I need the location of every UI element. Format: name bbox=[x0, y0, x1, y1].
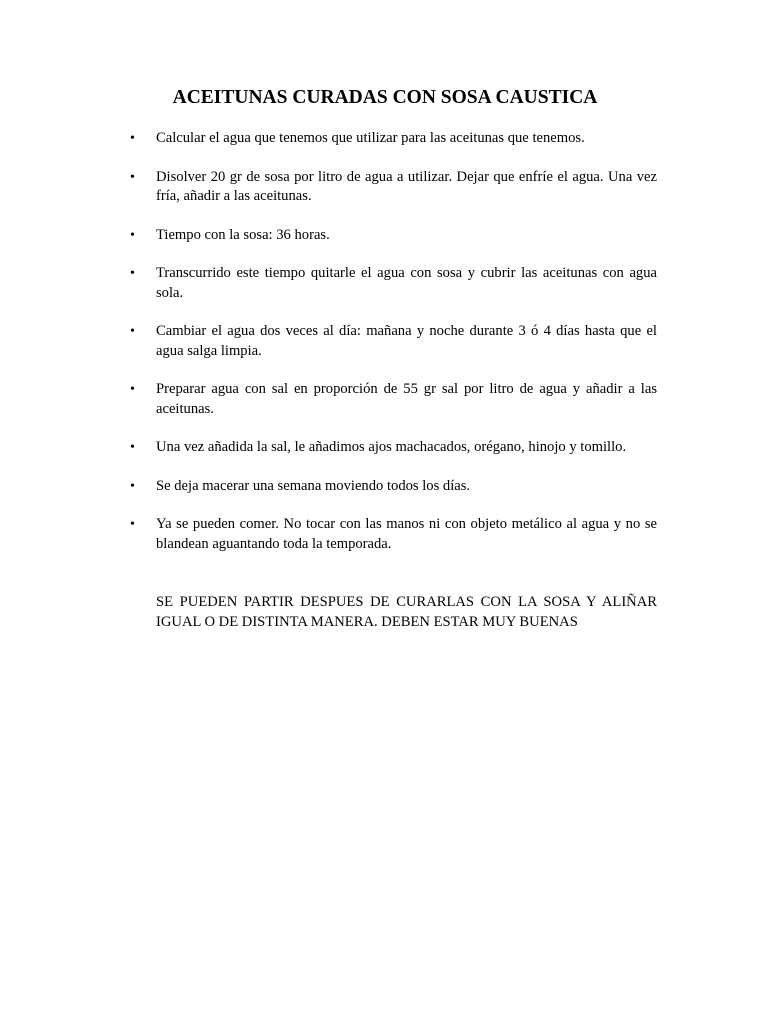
list-item bbox=[0, 322, 768, 361]
step-text: Se deja macerar una semana moviendo todos los días. bbox=[156, 477, 471, 494]
step-text: Preparar agua con sal en proporción de 55 gr sal por litro de agua y añadir a las aceitunas. bbox=[156, 381, 657, 417]
list-item bbox=[0, 129, 768, 149]
bullet-icon: • bbox=[130, 131, 135, 146]
bullet-icon: • bbox=[130, 478, 135, 494]
list-item bbox=[0, 477, 768, 497]
step-text: Una vez añadida la sal, le añadimos ajos machacados, orégano, hinojo y tomillo. bbox=[156, 439, 627, 455]
bullet-icon: • bbox=[130, 324, 135, 339]
step-text: Ya se pueden comer. No tocar con las manos ni con objeto metálico al agua y no se blandean aguantando toda la temporada. bbox=[156, 516, 657, 552]
bullet-icon: • bbox=[130, 382, 135, 397]
step-text: Calcular el agua que tenemos que utilizar para las aceitunas que tenemos. bbox=[156, 130, 585, 146]
step-text: Tiempo con la sosa: 36 horas. bbox=[156, 226, 330, 243]
steps-list bbox=[0, 129, 768, 573]
list-item bbox=[0, 380, 768, 419]
list-item bbox=[0, 438, 768, 458]
bullet-icon: • bbox=[130, 227, 135, 243]
list-item bbox=[0, 168, 768, 207]
list-item bbox=[0, 264, 768, 303]
document-title: ACEITUNAS CURADAS CON SOSA CAUSTICA bbox=[172, 87, 598, 108]
bullet-icon: • bbox=[130, 517, 135, 532]
list-item bbox=[0, 515, 768, 554]
bullet-icon: • bbox=[130, 266, 135, 281]
bullet-icon: • bbox=[130, 440, 135, 455]
closing-note: SE PUEDEN PARTIR DESPUES DE CURARLAS CON LA SOSA Y ALIÑAR IGUAL O DE DISTINTA MANERA. DEBEN ESTAR MUY BUENAS bbox=[156, 594, 657, 630]
list-item bbox=[0, 226, 768, 246]
bullet-icon: • bbox=[130, 169, 135, 185]
step-text: Cambiar el agua dos veces al día: mañana y noche durante 3 ó 4 días hasta que el agua salga limpia. bbox=[156, 323, 657, 359]
step-text: Disolver 20 gr de sosa por litro de agua a utilizar. Dejar que enfríe el agua. Una vez fría, añadir a las aceitunas. bbox=[156, 168, 657, 204]
step-text: Transcurrido este tiempo quitarle el agua con sosa y cubrir las aceitunas con agua sola. bbox=[156, 265, 657, 301]
